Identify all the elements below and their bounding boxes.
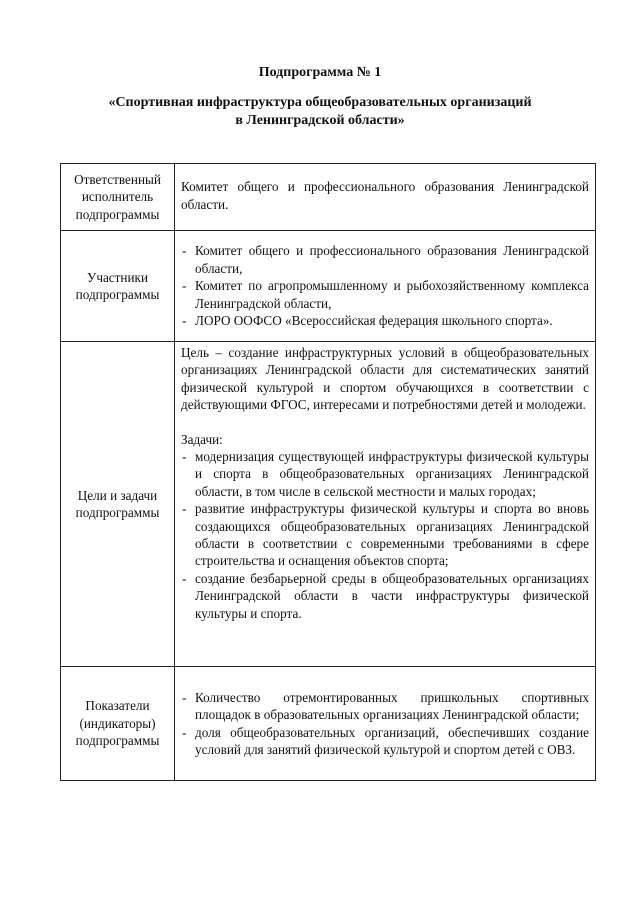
tasks-list: [181, 448, 589, 622]
responsible-label: Ответственный исполнитель подпрограммы: [61, 164, 175, 231]
table-row-goals: [61, 342, 596, 667]
list-item: - Количество отремонтированных пришкольных спортивных площадок в образовательных организациях Ленинградской области;: [181, 689, 589, 724]
goal-text: Цель – создание инфраструктурных условий в общеобразовательных организациях Ленинградской области для систематических занятий физической культурой и спортом обучающихся в соответствии с действующими ФГОС, интересами и потребностями детей и молодежи.: [181, 345, 589, 413]
list-item: - Комитет общего и профессионального образования Ленинградской области,: [181, 242, 589, 277]
indicators-list: [181, 689, 589, 759]
subprogram-number-heading: Подпрограмма № 1: [258, 65, 382, 80]
table-row-responsible: [61, 164, 596, 231]
indicators-label: Показатели (индикаторы) подпрограммы: [61, 667, 175, 781]
list-item: - создание безбарьерной среды в общеобразовательных организациях Ленинградской области в части инфраструктуры физической культуры и спорта.: [181, 570, 589, 622]
goals-label: Цели и задачи подпрограммы: [61, 342, 175, 667]
list-item: - ЛОРО ООФСО «Всероссийская федерация школьного спорта».: [181, 312, 589, 329]
subprogram-title-line2: в Ленинградской области»: [235, 113, 405, 128]
list-item: - развитие инфраструктуры физической культуры и спорта во вновь создающихся общеобразовательных организациях Ленинградской области в соответствии с современными требованиями в сфере строительства и оснащения объектов спорта;: [181, 500, 589, 570]
table-row-participants: [61, 231, 596, 342]
list-item: - модернизация существующей инфраструктуры физической культуры и спорта в общеобразовательных организациях Ленинградской области, в том числе в сельской местности и малых городах;: [181, 448, 589, 500]
goals-value: [175, 342, 596, 667]
participants-list: [181, 242, 589, 329]
responsible-value: Комитет общего и профессионального образования Ленинградской области.: [175, 164, 596, 231]
participants-value: [175, 231, 596, 342]
list-item: - Комитет по агропромышленному и рыбохозяйственному комплекса Ленинградской области,: [181, 277, 589, 312]
table-row-indicators: [61, 667, 596, 781]
subprogram-passport-table: [60, 163, 596, 781]
list-item: - доля общеобразовательных организаций, обеспечивших создание условий для занятий физической культурой и спортом детей с ОВЗ.: [181, 724, 589, 759]
participants-label: Участники подпрограммы: [61, 231, 175, 342]
tasks-title: Задачи:: [181, 431, 223, 447]
indicators-value: [175, 667, 596, 781]
subprogram-title-line1: «Спортивная инфраструктура общеобразовательных организаций: [108, 95, 532, 110]
